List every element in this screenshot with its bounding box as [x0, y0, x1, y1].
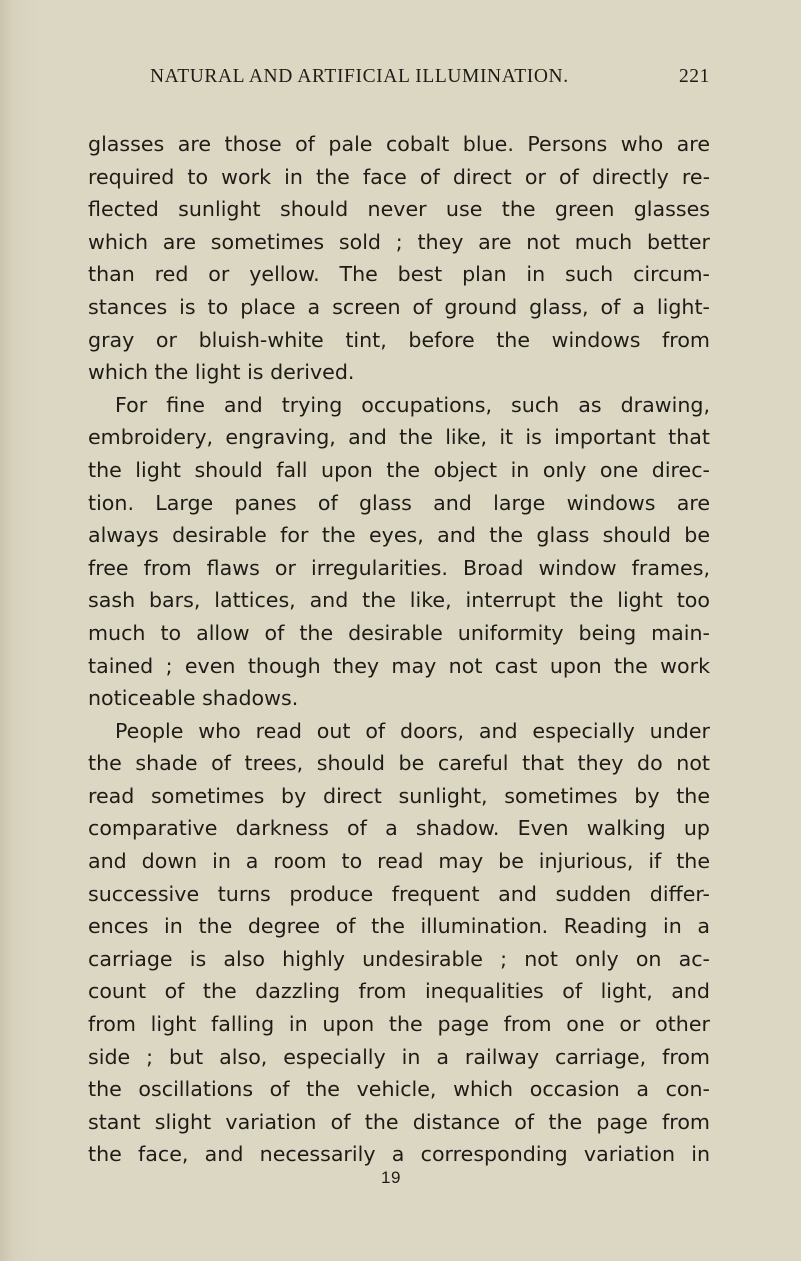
text-line: ences in the degree of the illumination. Reading in a — [88, 914, 710, 939]
text-line: the shade of trees, should be careful that they do not — [88, 751, 710, 776]
text-line: required to work in the face of direct or of directly re- — [88, 164, 710, 189]
text-line: embroidery, engraving, and the like, it is important that — [88, 425, 710, 450]
text-line: side ; but also, especially in a railway carriage, from — [88, 1044, 710, 1069]
text-line: For fine and trying occupations, such as drawing, — [115, 392, 710, 417]
text-line: gray or bluish-white tint, before the windows from — [88, 327, 710, 352]
text-line: sash bars, lattices, and the like, interrupt the light too — [88, 588, 710, 613]
text-line: the light should fall upon the object in only one direc- — [88, 457, 710, 482]
text-line: read sometimes by direct sunlight, sometimes by the — [88, 783, 710, 808]
text-line: the oscillations of the vehicle, which occasion a con- — [88, 1077, 710, 1102]
text-line: stant slight variation of the distance of the page from — [88, 1109, 710, 1134]
signature-mark: 19 — [381, 1168, 401, 1187]
page-number: 221 — [678, 66, 710, 87]
text-line: always desirable for the eyes, and the glass should be — [88, 523, 710, 548]
text-line: which the light is derived. — [88, 360, 355, 385]
text-line: which are sometimes sold ; they are not much better — [88, 229, 710, 254]
text-line: much to allow of the desirable uniformity being main- — [88, 620, 710, 645]
text-line: tion. Large panes of glass and large windows are — [88, 490, 710, 515]
text-line: count of the dazzling from inequalities of light, and — [88, 979, 710, 1004]
running-header — [150, 66, 710, 92]
body-text — [88, 128, 710, 1171]
text-line: glasses are those of pale cobalt blue. Persons who are — [88, 132, 710, 156]
text-line: successive turns produce frequent and sudden differ- — [88, 881, 710, 906]
text-line: noticeable shadows. — [88, 686, 299, 711]
text-line: free from flaws or irregularities. Broad window frames, — [88, 555, 710, 580]
text-line: stances is to place a screen of ground glass, of a light- — [88, 294, 710, 319]
text-line: flected sunlight should never use the green glasses — [88, 197, 710, 222]
text-line: People who read out of doors, and especially under — [115, 718, 710, 743]
text-line: than red or yellow. The best plan in such circum- — [88, 262, 710, 287]
text-line: tained ; even though they may not cast upon the work — [88, 653, 710, 678]
text-line: from light falling in upon the page from one or other — [88, 1012, 710, 1037]
text-line: comparative darkness of a shadow. Even walking up — [88, 816, 710, 841]
text-line: carriage is also highly undesirable ; not only on ac- — [88, 946, 710, 971]
text-line: the face, and necessarily a corresponding variation in — [88, 1142, 710, 1167]
text-line: and down in a room to read may be injurious, if the — [88, 849, 710, 874]
running-title: NATURAL AND ARTIFICIAL ILLUMINATION. — [150, 66, 569, 87]
